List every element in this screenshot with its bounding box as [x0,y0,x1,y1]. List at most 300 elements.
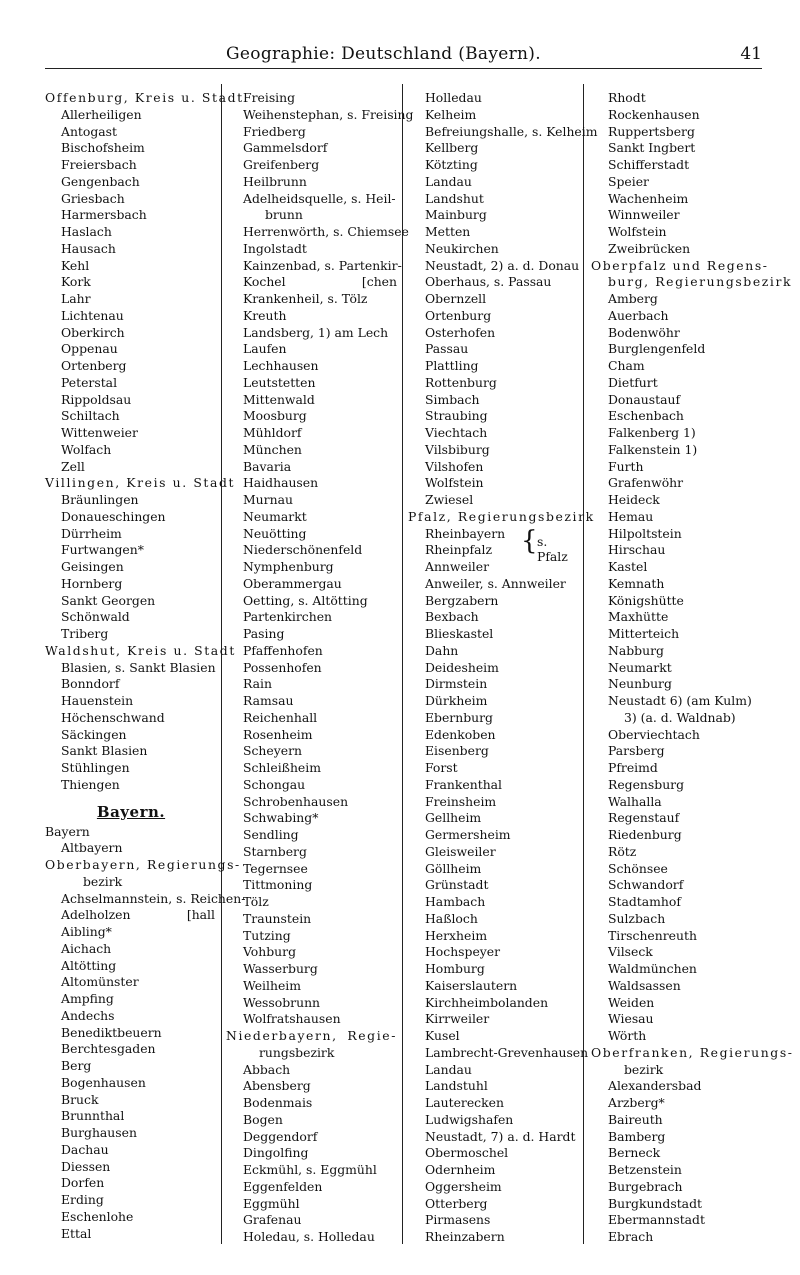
index-entry [608,425,768,442]
index-entry-text: brunn [265,207,303,223]
index-column-3 [408,90,598,1250]
index-entry [608,1129,768,1146]
column-divider [221,84,222,1244]
index-entry [608,810,768,827]
index-entry [45,459,217,476]
index-entry-text: Herxheim [425,927,488,943]
index-entry [425,559,581,576]
index-entry [608,777,768,794]
index-entry-text: Haslach [61,224,112,239]
index-entry-text: Ludwigshafen [425,1111,514,1127]
index-entry-text: Ruppertsberg [608,123,695,139]
index-entry-text: Eisenberg [425,743,489,759]
index-entry-text: Holledau [425,90,482,105]
index-entry [45,660,217,677]
index-entry [243,492,399,509]
index-entry-text: Andechs [61,1007,115,1023]
index-entry [608,241,768,258]
index-entry [243,894,399,911]
index-entry-text: Schwandorf [608,877,684,893]
index-column-1 [45,90,246,1250]
index-entry [425,1196,581,1213]
index-entry-text: Lambrecht-Grevenhausen [425,1044,589,1060]
index-entry [608,392,768,409]
index-entry-text: Dingolfing [243,1145,309,1161]
index-entry-text: Befreiungshalle, s. Kelheim [425,123,598,139]
index-entry-text: Anweiler, s. Annweiler [425,575,566,591]
index-entry [243,257,402,275]
index-entry-text: Weiden [608,994,655,1010]
index-entry-text: Berneck [608,1145,661,1161]
index-entry-text: Furtwangen* [61,542,144,558]
index-entry-text: Reichenhall [243,709,318,725]
region-heading-continuation: bezirk [83,873,123,889]
index-entry [425,140,581,157]
index-entry [45,890,246,908]
index-entry-text: Vilsbiburg [425,441,490,457]
index-entry [425,911,581,928]
index-entry-text: Kreuth [243,307,287,323]
index-entry-text: Gellheim [425,810,482,826]
index-entry-text: Wolfstein [608,224,667,239]
index-entry [243,861,399,878]
index-entry [45,174,217,191]
index-entry [45,107,217,124]
index-entry [425,978,581,995]
index-entry [243,241,399,258]
index-entry-text: Tegernsee [243,860,308,876]
index-entry-text: Rockenhausen [608,106,700,122]
index-entry [243,961,399,978]
index-entry [243,559,399,576]
index-entry [45,157,217,174]
index-entry [45,140,217,157]
index-entry-text: Ampfing [61,991,114,1006]
index-entry-text: Moosburg [243,408,307,424]
index-entry-text: Brunnthal [61,1108,125,1124]
index-entry [608,861,768,878]
index-entry-text: Eggenfelden [243,1178,323,1194]
index-entry-text: Ortenberg [61,358,127,373]
index-entry-text: Neukirchen [425,240,499,256]
index-entry-text: Sulzbach [608,910,666,926]
index-entry-text: Dietfurt [608,374,658,390]
index-entry [608,559,768,576]
index-entry [608,1112,768,1129]
index-entry [243,1145,399,1162]
index-entry [243,1162,399,1179]
region-heading-waldshut: Waldshut, Kreis u. Stadt [45,642,236,658]
index-entry-text: Nabburg [608,642,664,658]
index-entry [45,274,217,291]
index-entry [45,907,217,924]
index-entry-text: Abbach [243,1061,291,1077]
index-entry-text: Haßloch [425,910,478,926]
index-entry [45,676,217,693]
region-heading-oberpfalz: Oberpfalz und Regens- [591,257,769,273]
index-entry-text: Blieskastel [425,626,494,641]
index-entry-text: Aibling* [61,924,112,939]
index-entry-text: Obermoschel [425,1145,509,1161]
index-entry [425,1229,581,1246]
index-entry-text: Regensburg [608,776,685,792]
index-entry-text: Bräunlingen [61,492,139,507]
index-entry [608,492,768,509]
region-heading-label-end: Regie- [347,1028,397,1043]
index-entry-text: Holedau, s. Holledau [243,1229,375,1244]
index-entry-text: Landau [425,173,472,189]
index-entry [608,224,768,241]
index-entry [243,358,399,375]
index-entry [608,877,768,894]
index-entry-text: Wessobrunn [243,994,321,1010]
index-entry [45,1192,217,1209]
index-entry-text: Höchenschwand [61,709,165,725]
index-entry [243,392,399,409]
index-entry [45,392,217,409]
index-entry [425,844,581,861]
index-entry [608,207,768,224]
index-entry-text: Bexbach [425,609,479,625]
index-entry [608,308,768,325]
index-entry-text: Kemnath [608,575,665,591]
index-entry-text: Mühldorf [243,425,302,440]
index-entry [243,760,399,777]
index-entry-text: Grünstadt [425,877,489,893]
index-entry [425,593,581,610]
index-entry [45,1041,217,1058]
index-entry-text: Obernzell [425,291,487,306]
index-entry-text: Tirschenreuth [608,927,697,943]
index-entry [243,526,399,543]
index-entry-text: Weihenstephan, s. Freising [243,106,414,122]
index-entry-text: Mainburg [425,207,487,223]
index-entry-text: Falkenstein 1) [608,441,698,457]
index-entry [243,1095,399,1112]
index-entry [425,90,581,107]
index-entry-text: Nymphenburg [243,559,334,574]
index-entry-text: Hemau [608,508,654,524]
index-entry [425,442,581,459]
index-entry-text: Metten [425,224,471,239]
index-entry-text: Bogenhausen [61,1074,146,1090]
index-entry-text: Tutzing [243,927,291,943]
index-entry [45,1142,217,1159]
index-entry-text: Hambach [425,894,486,909]
index-entry [608,660,768,677]
index-entry [45,241,217,258]
index-entry [608,542,768,559]
index-entry [45,358,217,375]
index-entry [608,593,768,610]
index-entry [243,442,399,459]
region-heading-villingen: Villingen, Kreis u. Stadt [45,475,236,491]
index-entry [243,90,399,107]
index-entry [608,358,768,375]
index-entry-text: Eschenbach [608,408,684,424]
index-entry [425,291,581,308]
index-entry [425,861,581,878]
index-entry [608,459,768,476]
index-entry-text: Bodenwöhr [608,324,680,340]
index-entry [45,693,217,710]
index-entry [243,944,399,961]
index-entry [45,777,217,794]
index-entry-text: Freiersbach [61,157,137,172]
index-entry-text: Lechhausen [243,358,319,373]
index-entry-text: Oetting, s. Altötting [243,592,368,608]
index-entry [608,643,768,660]
index-entry [243,542,399,559]
index-entry-text: Regenstauf [608,810,680,826]
index-entry [425,341,581,358]
index-entry-text: Bamberg [608,1128,666,1144]
index-entry [243,308,399,325]
index-entry-text: Berchtesgaden [61,1041,156,1057]
index-entry-text: Scheyern [243,743,302,759]
index-entry [243,425,399,442]
index-entry [243,341,399,358]
index-entry [45,958,217,975]
index-entry-text: Greifenberg [243,157,320,172]
index-entry [243,207,399,224]
index-entry [425,392,581,409]
index-entry [608,609,768,626]
index-entry [243,140,399,157]
column-divider [402,84,403,1244]
index-entry-text: Lauterecken [425,1095,504,1110]
index-entry [425,123,598,141]
index-entry-text: Wachenheim [608,190,689,206]
index-entry-text: Burglengenfeld [608,341,706,357]
index-entry: Altbayern [61,840,123,856]
index-entry [425,1028,581,1045]
index-entry [243,1179,399,1196]
index-entry [45,492,217,509]
index-entry-text: Riedenburg [608,827,682,842]
index-entry [608,375,768,392]
index-entry [243,375,399,392]
index-entry-text: Neustadt 6) (am Kulm) [608,693,752,708]
index-entry-text: Rötz [608,843,637,859]
index-entry-text: Hornberg [61,575,123,591]
index-entry-text: Partenkirchen [243,609,333,625]
index-entry-text: Tittmoning [243,877,313,893]
index-entry [243,810,399,827]
index-entry [608,995,768,1012]
index-entry-text: Bischofsheim [61,140,145,156]
index-entry-text: Ramsau [243,693,294,708]
index-entry-text: Gammelsdorf [243,140,328,156]
index-entry-text: Oberhaus, s. Passau [425,274,552,290]
index-entry-text: Hauenstein [61,693,134,708]
index-entry [425,308,581,325]
index-entry-text: Traunstein [243,910,312,926]
region-heading-label: Niederbayern, [226,1028,338,1043]
index-entry [243,643,399,660]
index-entry-text: Parsberg [608,743,665,759]
index-entry-text: Peterstal [61,374,118,390]
index-entry-text: Speier [608,173,649,189]
index-entry [243,576,399,593]
index-entry [243,224,409,241]
index-entry [425,459,581,476]
index-entry [243,459,399,476]
index-entry-text: Weilheim [243,977,302,993]
index-entry-text: Oggersheim [425,1178,502,1194]
index-entry [45,559,217,576]
index-entry [608,475,768,492]
index-entry [45,408,217,425]
index-entry-text: Ettal [61,1225,92,1241]
line-continuation-fragment: [hall [186,907,215,923]
index-entry [45,727,217,744]
index-entry-text: Landshut [425,190,484,206]
index-entry-text: Forst [425,760,458,775]
index-entry [45,593,217,610]
region-heading-continuation: bezirk [624,1061,664,1077]
index-entry-text: Aichach [61,940,112,956]
index-entry [608,107,768,124]
index-entry-text: Straubing [425,408,488,424]
index-entry-text: Vilshofen [425,458,484,474]
index-entry-text: Hilpoltstein [608,525,682,541]
brace-group [425,525,581,564]
index-entry [425,191,581,208]
index-entry-text: Freising [243,90,296,105]
index-entry [608,743,768,760]
index-entry [608,140,768,157]
index-entry-text: Oberammergau [243,575,342,591]
index-entry-text: Schönwald [61,609,130,625]
index-entry [425,777,581,794]
index-entry [425,894,581,911]
index-entry-text: Alexandersbad [608,1078,702,1094]
index-entry-text: Vilseck [608,944,653,960]
index-entry [243,1011,399,1028]
index-entry [425,207,581,224]
index-entry [243,1062,399,1079]
index-entry-text: Bruck [61,1091,99,1107]
index-entry-text: Frankenthal [425,776,503,792]
index-entry-text: Ortenburg [425,307,492,323]
index-entry-text: Walhalla [608,793,662,809]
index-entry [425,325,581,342]
index-entry-text: Achselmannstein, s. Reichen- [61,890,246,906]
index-entry [45,991,217,1008]
index-entry-text: Haidhausen [243,475,319,491]
index-entry [425,995,581,1012]
index-entry-text: Rottenburg [425,374,497,390]
index-entry-text: Murnau [243,492,293,507]
index-entry-text: Neunburg [608,676,672,692]
page-header [45,40,762,70]
index-entry [608,727,768,744]
index-entry-text: Osterhofen [425,324,496,340]
index-entry-text: Kötzting [425,157,478,172]
index-entry-text: Bonndorf [61,676,120,692]
index-entry-text: Sankt Ingbert [608,140,696,156]
index-entry-text: Homburg [425,961,485,976]
index-entry-text: Triberg [61,626,109,641]
index-entry-text: Kusel [425,1028,460,1043]
header-rule [45,68,762,69]
index-entry [608,693,768,710]
index-entry [243,710,399,727]
index-entry-text: Leutstetten [243,374,316,390]
index-entry [243,475,399,492]
index-entry [425,660,581,677]
index-entry [608,1179,768,1196]
index-entry [45,941,217,958]
index-entry-text: Lichtenau [61,307,124,323]
index-entry-text: Erding [61,1192,104,1207]
index-entry-text: Lahr [61,291,91,306]
index-entry [425,425,581,442]
index-entry-text: Pirmasens [425,1212,491,1228]
index-entry [45,1226,217,1243]
index-entry [608,442,768,459]
index-entry-text: Schleißheim [243,760,321,775]
index-entry-text: Thiengen [61,776,120,792]
index-entry [425,727,581,744]
index-entry [425,626,581,643]
index-entry-text: Wolfach [61,441,112,457]
index-entry [425,492,581,509]
index-entry [425,241,581,258]
index-entry [243,1196,399,1213]
index-entry-text: Gleisweiler [425,843,496,859]
index-entry-text: Wolfratshausen [243,1011,341,1027]
index-entry [243,1129,399,1146]
index-entry [425,1129,581,1146]
index-entry-text: Hirschau [608,542,666,558]
region-heading-niederbayern [226,1028,399,1045]
index-entry-text: Deggendorf [243,1128,318,1144]
index-entry [45,1092,217,1109]
index-entry [45,1075,217,1092]
index-entry [243,325,399,342]
index-entry [243,877,399,894]
index-entry [425,408,581,425]
section-heading-bayern: Bayern. [96,802,166,821]
region-heading-oberfranken: Oberfranken, Regierungs- [591,1044,794,1060]
index-entry-text: Allerheiligen [61,106,142,122]
index-entry [425,1078,581,1095]
index-entry-text: Grafenwöhr [608,475,684,491]
index-entry-text: Wiesau [608,1011,654,1027]
index-entry [45,626,217,643]
index-entry-text: Berg [61,1058,92,1073]
index-entry [608,1162,768,1179]
index-entry-text: Wörth [608,1028,647,1043]
index-entry-text: Rheinzabern [425,1229,505,1244]
region-heading-continuation: burg, Regierungsbezirk [608,274,793,290]
index-entry [45,1025,217,1042]
index-entry-text: Eschenlohe [61,1208,134,1224]
index-entry-text: Dirmstein [425,676,488,692]
index-entry [425,794,581,811]
index-entry [608,961,768,978]
index-entry [45,576,217,593]
index-entry-text: Göllheim [425,860,482,876]
index-entry [45,1008,217,1025]
index-entry-text: Hochspeyer [425,944,501,960]
index-entry [608,325,768,342]
index-entry [425,1011,581,1028]
index-entry-text: Burgebrach [608,1178,683,1194]
index-entry-text: Antogast [61,123,118,139]
